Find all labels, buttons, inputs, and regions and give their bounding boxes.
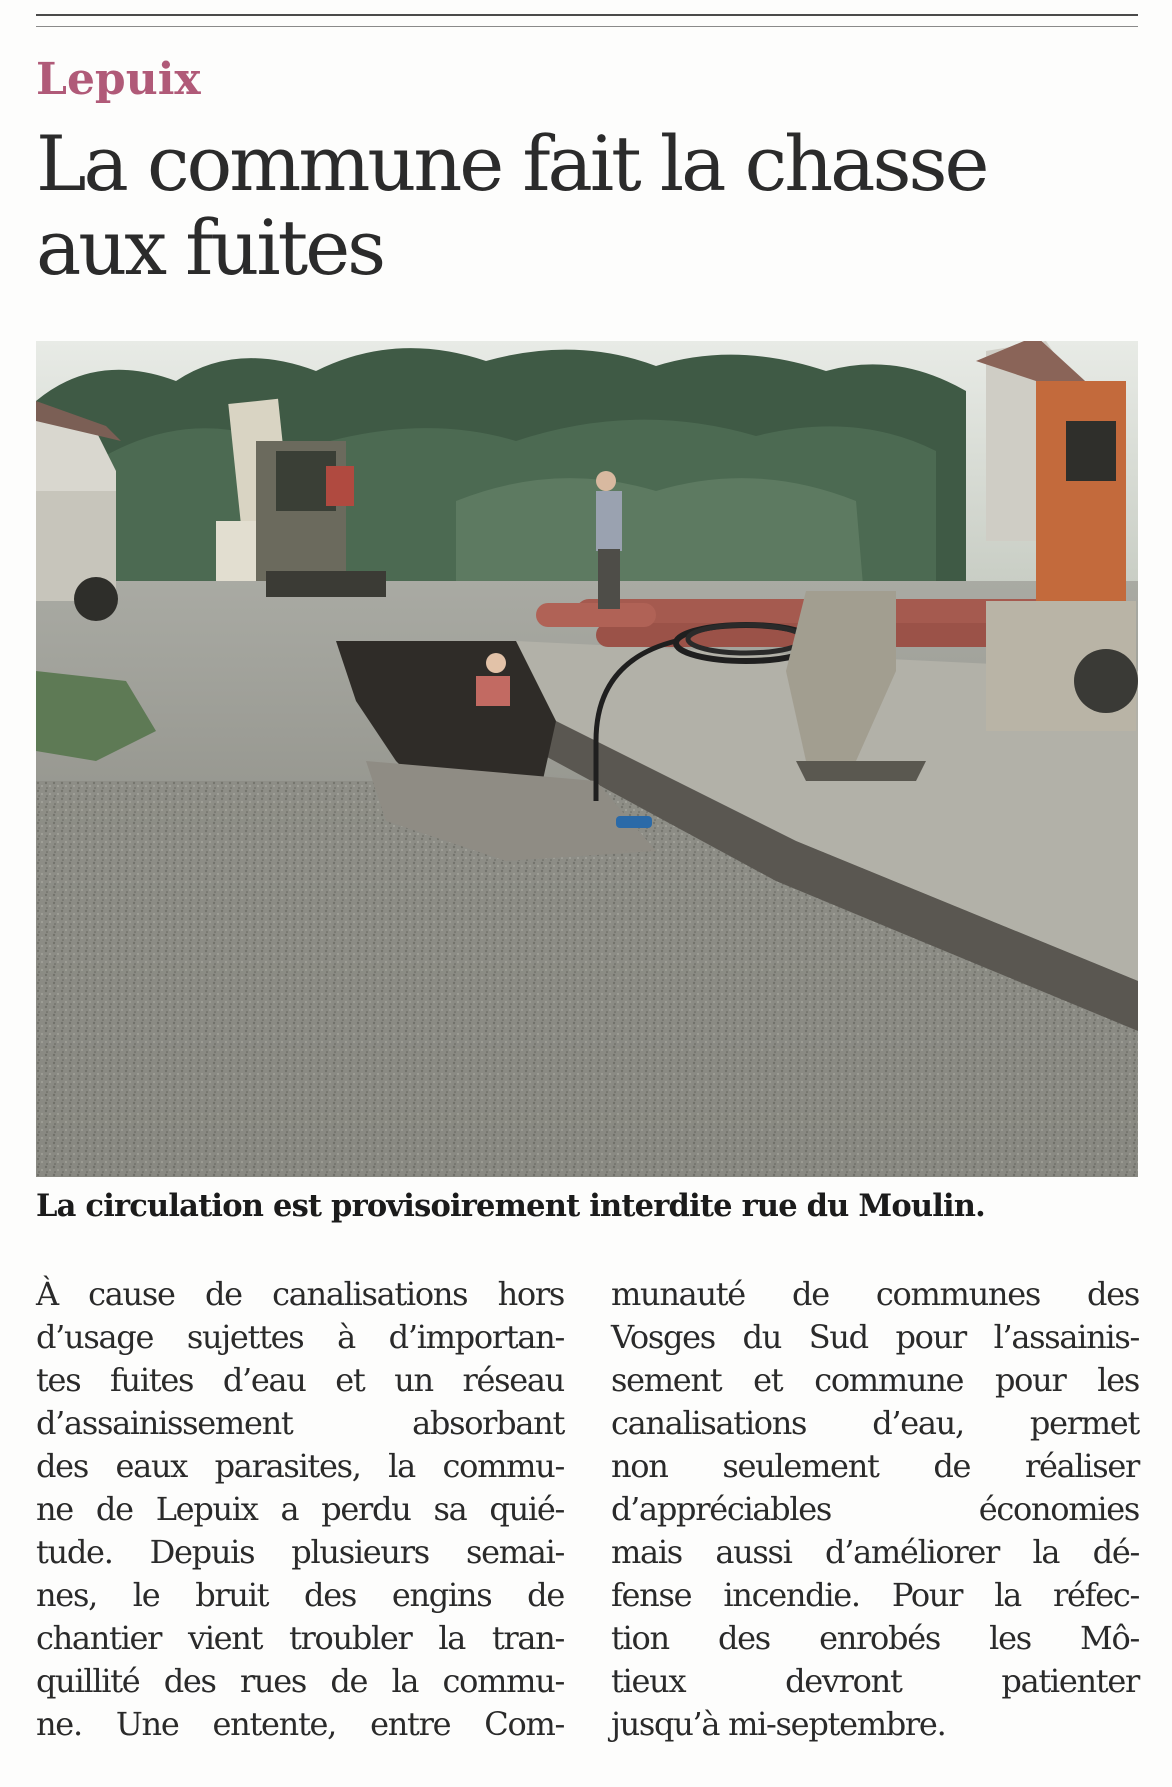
body-line: tieux devront patienter <box>611 1662 1139 1700</box>
top-rule-thin <box>36 26 1138 27</box>
body-line: chantier vient troubler la tran- <box>36 1619 564 1657</box>
construction-site-photo <box>36 341 1138 1177</box>
body-line: sement et commune pour les <box>611 1361 1139 1399</box>
top-rule <box>36 14 1138 16</box>
body-line: tes fuites d’eau et un réseau <box>36 1361 564 1399</box>
body-line: d’appréciables économies <box>611 1490 1139 1528</box>
body-line: Vosges du Sud pour l’assainis- <box>611 1318 1139 1356</box>
body-line: ne de Lepuix a perdu sa quié- <box>36 1490 564 1528</box>
body-line: canalisations d’eau, permet <box>611 1404 1139 1442</box>
body-line: jusqu’à mi-septembre. <box>611 1705 946 1743</box>
body-line: tion des enrobés les Mô- <box>611 1619 1139 1657</box>
body-column-right <box>611 1273 1139 1746</box>
body-line: quillité des rues de la commu- <box>36 1662 564 1700</box>
body-line: nes, le bruit des engins de <box>36 1576 564 1614</box>
section-kicker: Lepuix <box>36 54 201 105</box>
body-column-left <box>36 1273 564 1746</box>
photo-illustration <box>36 341 1138 1177</box>
body-line: tude. Depuis plusieurs semai- <box>36 1533 564 1571</box>
headline-line: aux fuites <box>36 203 384 292</box>
body-line: fense incendie. Pour la réfec- <box>611 1576 1139 1614</box>
body-line: mais aussi d’améliorer la dé- <box>611 1533 1139 1571</box>
body-line: non seulement de réaliser <box>611 1447 1139 1485</box>
body-line: munauté de communes des <box>611 1275 1139 1313</box>
body-line: d’usage sujettes à d’importan- <box>36 1318 564 1356</box>
headline <box>36 119 1146 292</box>
headline-line: La commune fait la chasse <box>36 119 987 208</box>
body-line: des eaux parasites, la commu- <box>36 1447 564 1485</box>
body-line: d’assainissement absorbant <box>36 1404 564 1442</box>
body-line: À cause de canalisations hors <box>36 1275 564 1313</box>
photo-caption: La circulation est provisoirement interdite rue du Moulin. <box>36 1188 986 1224</box>
body-line: ne. Une entente, entre Com- <box>36 1705 564 1743</box>
